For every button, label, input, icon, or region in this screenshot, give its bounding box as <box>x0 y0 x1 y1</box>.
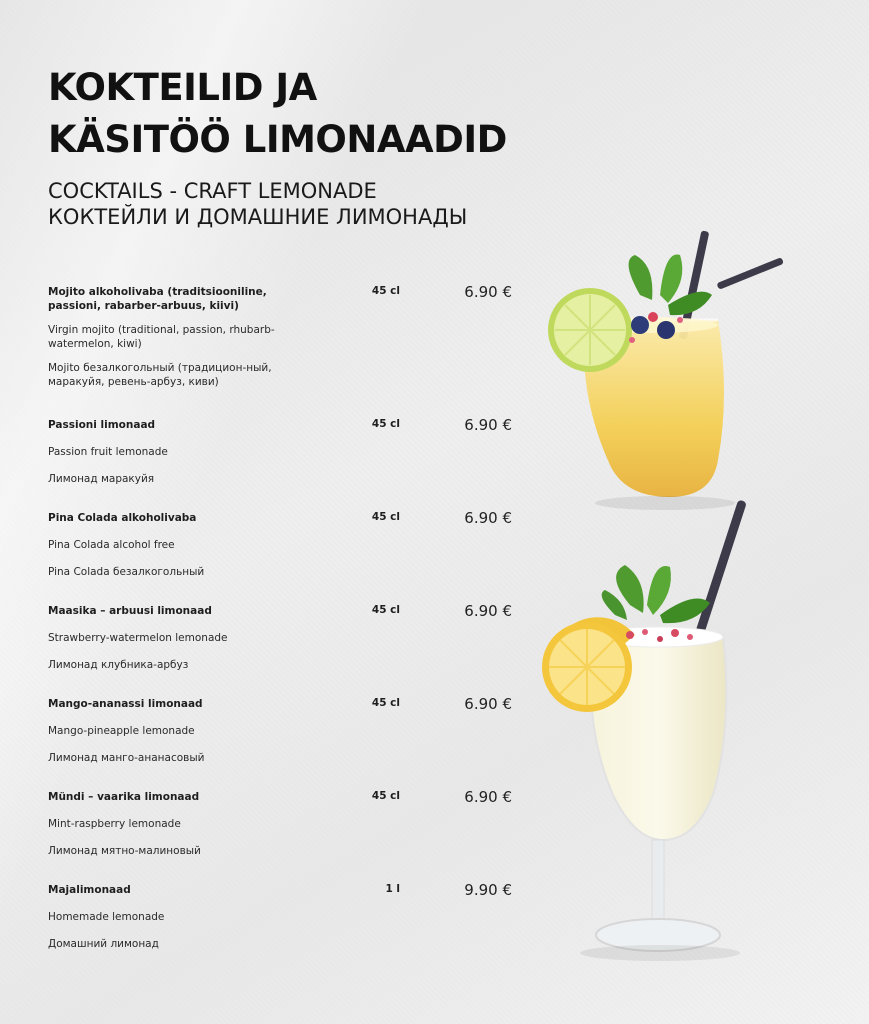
pina-colada-glass-image <box>535 495 775 975</box>
item-price: 6.90 € <box>464 416 512 434</box>
menu-item <box>48 418 528 486</box>
item-description-ru: Pina Colada безалкогольный <box>48 566 205 578</box>
title-line-1: KOKTEILID JA <box>48 66 317 109</box>
item-description-en: Mint-raspberry lemonade <box>48 818 181 830</box>
item-volume: 45 cl <box>371 790 400 802</box>
item-price: 9.90 € <box>464 881 512 899</box>
item-volume: 1 l <box>385 883 400 895</box>
item-description-en: Strawberry-watermelon lemonade <box>48 632 228 644</box>
straw-icon <box>692 499 747 644</box>
item-description-ru: Лимонад клубника-арбуз <box>48 659 189 671</box>
item-description-en: Virgin mojito (traditional, passion, rhubarb-watermelon, kiwi) <box>48 324 275 350</box>
item-name: Majalimonaad <box>48 884 131 896</box>
item-description-en: Pina Colada alcohol free <box>48 539 175 551</box>
item-price: 6.90 € <box>464 788 512 806</box>
item-name: Mango-ananassi limonaad <box>48 698 203 710</box>
item-description-en: Homemade lemonade <box>48 911 165 923</box>
menu-item <box>48 790 528 858</box>
item-description-en: Passion fruit lemonade <box>48 446 168 458</box>
item-price: 6.90 € <box>464 695 512 713</box>
item-name: Passioni limonaad <box>48 419 156 431</box>
mojito-glass-image <box>540 225 800 515</box>
item-volume: 45 cl <box>371 285 400 297</box>
item-name: Maasika – arbuusi limonaad <box>48 605 212 617</box>
item-name: Mojito alkoholivaba (traditsiooniline, passioni, rabarber-arbuus, kiivi) <box>48 286 267 312</box>
item-description-ru: Лимонад мятно-малиновый <box>48 845 201 857</box>
item-description-ru: Лимонад маракуйя <box>48 473 155 485</box>
item-volume: 45 cl <box>371 604 400 616</box>
item-price: 6.90 € <box>464 602 512 620</box>
menu-item <box>48 285 528 389</box>
menu-item <box>48 604 528 672</box>
item-description-en: Mango-pineapple lemonade <box>48 725 195 737</box>
item-description-ru: Домашний лимонад <box>48 938 159 950</box>
title-line-2: KÄSITÖÖ LIMONAADID <box>48 118 507 161</box>
item-volume: 45 cl <box>371 511 400 523</box>
item-price: 6.90 € <box>464 283 512 301</box>
subtitle-line-2: КОКТЕЙЛИ И ДОМАШНИЕ ЛИМОНАДЫ <box>48 205 468 229</box>
subtitle-line-1: COCKTAILS - CRAFT LEMONADE <box>48 179 377 203</box>
menu-item <box>48 697 528 765</box>
menu-item <box>48 883 528 951</box>
item-description-ru: Mojito безалкогольный (традицион-ный, маракуйя, ревень-арбуз, киви) <box>48 362 272 388</box>
item-volume: 45 cl <box>371 697 400 709</box>
item-description-ru: Лимонад манго-ананасовый <box>48 752 205 764</box>
item-volume: 45 cl <box>371 418 400 430</box>
menu-item <box>48 511 528 579</box>
item-name: Mündi – vaarika limonaad <box>48 791 200 803</box>
item-name: Pina Colada alkoholivaba <box>48 512 197 524</box>
item-price: 6.90 € <box>464 509 512 527</box>
